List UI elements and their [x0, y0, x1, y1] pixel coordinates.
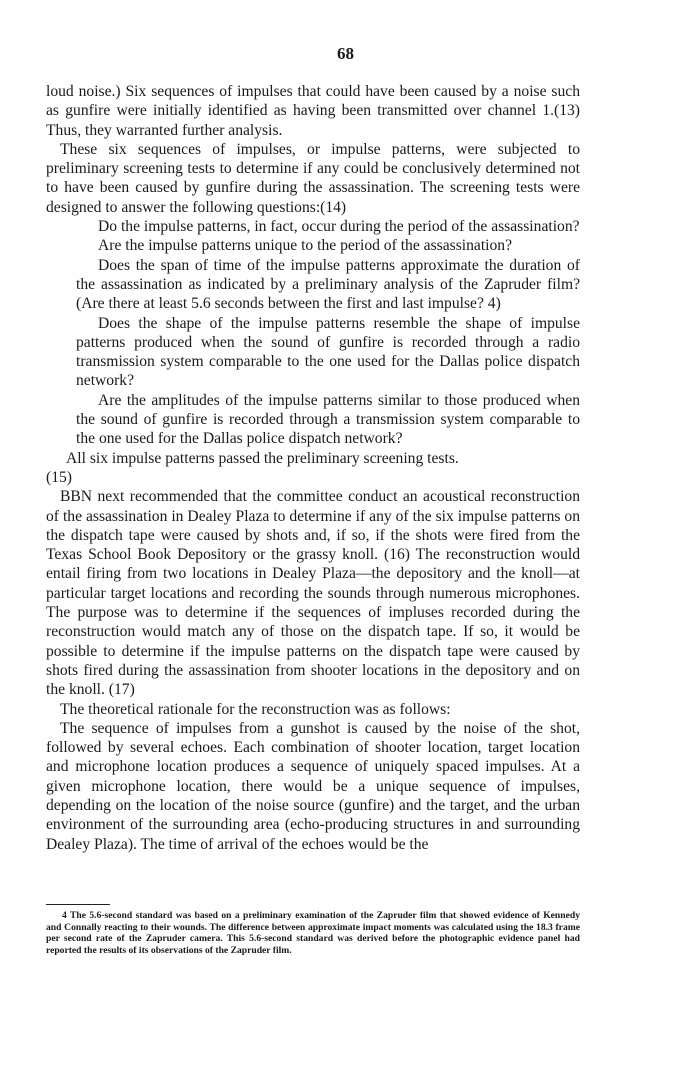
page-number: 68 — [337, 44, 354, 63]
question-shape: Does the shape of the impulse patterns resemble the shape of impulse patterns produced when the sound of gunfire is recorded through a radio transmission system comparable to the one used for the Dallas police dispatch network? — [76, 314, 580, 390]
footnotes — [46, 910, 580, 956]
paragraph-continuation: loud noise.) Six sequences of impulses that could have been caused by a noise such as gunfire were initially identified as having been transmitted over channel 1.(13) Thus, they warranted further analysis. — [46, 83, 580, 139]
question-unique: Are the impulse patterns unique to the period of the assassination? — [98, 237, 512, 255]
paragraph-impulses: The sequence of impulses from a gunshot is caused by the noise of the shot, followed by several echoes. Each combination of shooter location, target location and microphone location produces a sequence of uniquely spaced impulses. At a given microphone location, there would be a unique sequence of impulses, depending on the location of the noise source (gunfire) and the target, and the urban environment of the surrounding area (echo-producing structures in and surrounding Dealey Plaza). The time of arrival of the echoes would be the — [46, 719, 580, 853]
paragraph-rationale: The theoretical rationale for the reconstruction was as follows: — [60, 700, 451, 718]
paragraph-reconstruction: BBN next recommended that the committee conduct an acoustical reconstruction of the assassination in Dealey Plaza to determine if any of the six impulse patterns on the dispatch tape were caused by shots and, if so, if the shots were fired from the Texas School Book Depository or the grassy knoll. (16) The reconstruction would entail firing from two locations in Dealey Plaza—the depository and the knoll—at particular target locations and recording the sounds through numerous microphones. The purpose was to determine if the sequences of impluses recorded during the reconstruction would match any of those on the dispatch tape. If so, it would be possible to determine if the impulse patterns on the dispatch tape were caused by shots fired during the assassination from shooter locations in the depository and on the knoll. (17) — [46, 488, 580, 699]
footnote-4: 4 The 5.6-second standard was based on a preliminary examination of the Zapruder film that showed evidence of Kennedy and Connally reacting to their wounds. The difference between approximate impact moments was calculated using the 18.3 frame per second rate of the Zapruder camera. This 5.6-second standard was derived before the photographic evidence panel had reported the results of its observations of the Zapruder film. — [46, 910, 580, 956]
question-span: Does the span of time of the impulse patterns approximate the duration of the assassination as indicated by a preliminary analysis of the Zapruder film? (Are there at least 5.6 seconds between the first and last impulse? 4) — [76, 256, 580, 313]
paragraph-citation-15: (15) — [46, 468, 72, 486]
paragraph-passed: All six impulse patterns passed the preliminary screening tests. — [66, 449, 459, 467]
body-text — [46, 82, 580, 854]
paragraph-screening-tests: These six sequences of impulses, or impulse patterns, were subjected to preliminary screening tests to determine if any could be conclusively determined not to have been caused by gunfire during the assassination. The screening tests were designed to answer the following questions:(14) — [46, 140, 580, 216]
question-period: Do the impulse patterns, in fact, occur during the period of the assassination? — [98, 218, 580, 236]
question-amplitude: Are the amplitudes of the impulse patterns similar to those produced when the sound of gunfire is recorded through a transmission system comparable to the one used for the Dallas police dispatch network? — [76, 391, 580, 448]
footnote-divider — [46, 904, 110, 905]
